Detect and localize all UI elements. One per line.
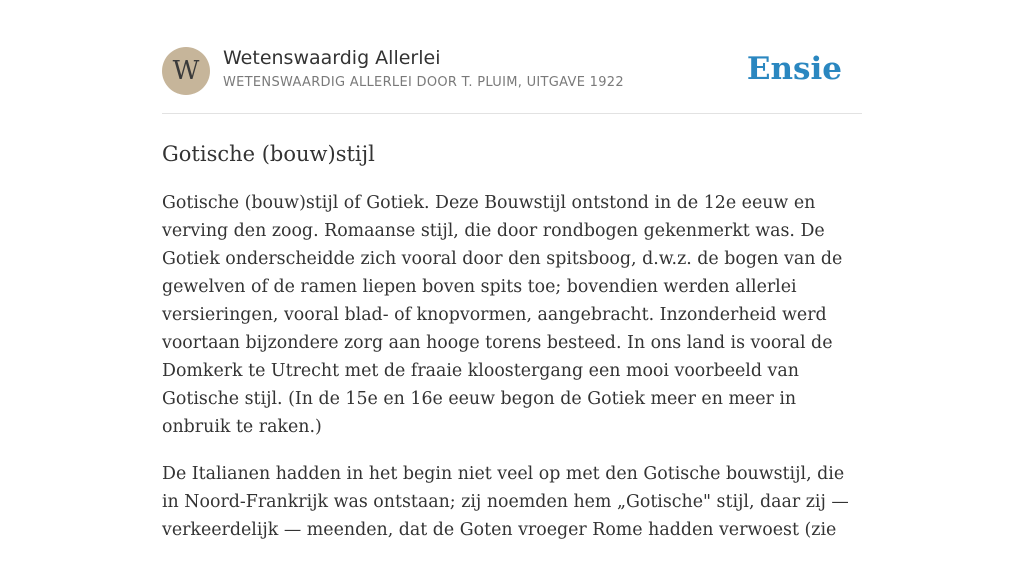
entry-paragraph: De Italianen hadden in het begin niet veel op met den Gotische bouwstijl, die in Noord-Frankrijk was ontstaan; zij noemden hem „Gotische" stijl, daar zij — verkeerdelijk — meenden, dat de Goten vroeger Rome hadden verwoest (zie [162,464,849,540]
ensie-logo-link[interactable]: Ensie [746,51,842,87]
source-header [162,46,862,114]
source-subtitle: WETENSWAARDIG ALLERLEI DOOR T. PLUIM, UITGAVE 1922 [223,75,624,90]
entry-paragraph: Gotische (bouw)stijl of Gotiek. Deze Bouwstijl ontstond in de 12e eeuw en verving den zoog. Romaanse stijl, die door rondbogen gekenmerkt was. De Gotiek onderscheidde zich vooral door den spitsboog, d.w.z. de bogen van de gewelven of de ramen liepen boven spits toe; bovendien werden allerlei versieringen, vooral blad- of knopvormen, aangebracht. Inzonderheid werd voortaan bijzondere zorg aan hooge torens besteed. In ons land is vooral de Domkerk te Utrecht met de fraaie kloostergang een mooi voorbeeld van Gotische stijl. (In de 15e en 16e eeuw begon de Gotiek meer en meer in onbruik te raken.) [162,193,843,437]
source-avatar[interactable]: W [162,47,210,95]
entry-title: Gotische (bouw)stijl [162,142,375,166]
entry-body [162,189,862,544]
content-container [162,46,862,563]
source-title[interactable]: Wetenswaardig Allerlei [223,47,441,69]
